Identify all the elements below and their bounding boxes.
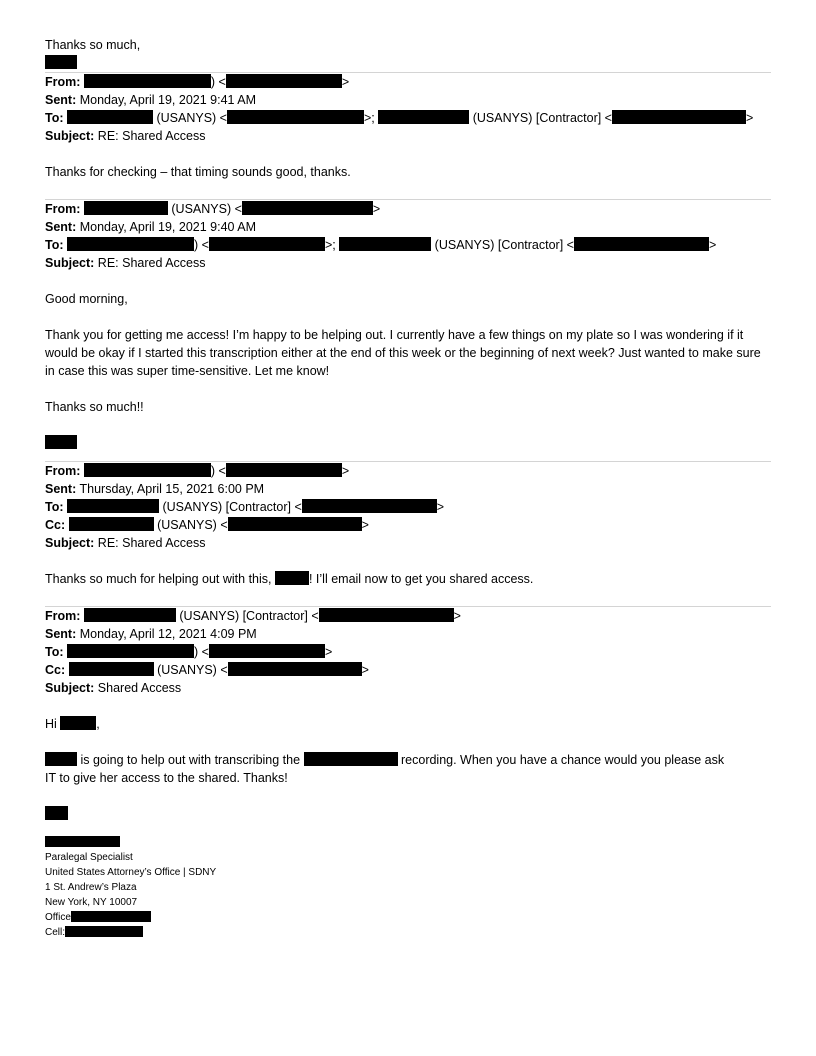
redaction-box: [339, 237, 431, 251]
redaction-box: [209, 237, 325, 251]
email-body: Thanks so much for helping out with this, ! I’ll email now to get you shared access.: [45, 572, 534, 586]
redaction-box: [84, 463, 211, 477]
subject-text: RE: Shared Access: [97, 536, 206, 550]
redaction-box: [227, 110, 364, 124]
redaction-box: [228, 662, 362, 676]
to-line: To: ) < >; (USANYS) [Contractor] < >: [45, 238, 717, 252]
subject-line: Subject: RE: Shared Access: [45, 536, 206, 550]
redaction-box: [67, 499, 159, 513]
email-header: [45, 200, 771, 272]
redaction-box: [275, 571, 309, 585]
subject-line: Subject: RE: Shared Access: [45, 256, 206, 270]
redaction-box: [226, 74, 342, 88]
redaction-box: [226, 463, 342, 477]
redaction-box: [45, 752, 77, 766]
email-body-line-1: is going to help out with transcribing the recording. When you have a chance would you please ask: [45, 751, 771, 769]
to-line: To: (USANYS) [Contractor] < >: [45, 500, 445, 514]
subject-text: RE: Shared Access: [97, 256, 206, 270]
redaction-box: [84, 608, 176, 622]
redaction-box: [45, 435, 77, 449]
redaction-box: [67, 237, 194, 251]
redaction-box: [67, 110, 153, 124]
redaction-box: [319, 608, 454, 622]
sent-date: Monday, April 19, 2021 9:41 AM: [79, 93, 257, 107]
redaction-box: [84, 74, 211, 88]
sent-date: Monday, April 12, 2021 4:09 PM: [79, 627, 257, 641]
subject-line: Subject: RE: Shared Access: [45, 129, 206, 143]
to-line: To: ) < >: [45, 645, 333, 659]
sender-name-redacted: [45, 434, 771, 452]
sent-line: Sent: Thursday, April 15, 2021 6:00 PM: [45, 482, 265, 496]
signature-city: New York, NY 10007: [45, 897, 138, 908]
signature-street: 1 St. Andrew’s Plaza: [45, 882, 137, 893]
subject-text: Shared Access: [97, 681, 182, 695]
cc-line: Cc: (USANYS) < >: [45, 663, 369, 677]
email-body: Thanks for checking – that timing sounds good, thanks.: [45, 165, 351, 179]
signature-title: Paralegal Specialist: [45, 852, 133, 863]
sent-line: Sent: Monday, April 19, 2021 9:40 AM: [45, 220, 257, 234]
signature-name-redacted: [45, 835, 771, 850]
redaction-box: [65, 926, 143, 937]
sender-name-redacted: [45, 54, 771, 72]
redaction-box: [60, 716, 96, 730]
subject-line: Subject: Shared Access: [45, 681, 182, 695]
redaction-box: [71, 911, 151, 922]
redaction-box: [574, 237, 709, 251]
sent-line: Sent: Monday, April 12, 2021 4:09 PM: [45, 627, 257, 641]
sent-line: Sent: Monday, April 19, 2021 9:41 AM: [45, 93, 257, 107]
redaction-box: [302, 499, 437, 513]
redaction-box: [45, 55, 77, 69]
email-header: [45, 607, 771, 697]
signature-office: United States Attorney’s Office | SDNY: [45, 867, 217, 878]
email-body-line-2: IT to give her access to the shared. Thanks!: [45, 771, 288, 785]
sender-name-redacted: [45, 805, 771, 823]
from-line: From: ) < >: [45, 464, 350, 478]
sent-date: Thursday, April 15, 2021 6:00 PM: [79, 482, 265, 496]
signature-office-phone: Office: [45, 910, 771, 925]
email-body: Thank you for getting me access! I’m happy to be helping out. I currently have a few things on my plate so I was wondering if it would be okay if I started this transcription either at the end of this week or the beginning of next week? Just wanted to make sure in case this was super time-sensitive. Let me know!: [45, 328, 761, 378]
cc-line: Cc: (USANYS) < >: [45, 518, 369, 532]
redaction-box: [209, 644, 325, 658]
closing-text: Thanks so much,: [45, 38, 141, 52]
redaction-box: [69, 517, 154, 531]
redaction-box: [228, 517, 362, 531]
redaction-box: [84, 201, 168, 215]
redaction-box: [304, 752, 398, 766]
subject-text: RE: Shared Access: [97, 129, 206, 143]
redaction-box: [242, 201, 373, 215]
email-closing: Thanks so much!!: [45, 400, 144, 414]
email-greeting: Hi ,: [45, 717, 100, 731]
redaction-box: [378, 110, 469, 124]
redaction-box: [67, 644, 194, 658]
redaction-box: [45, 836, 120, 847]
from-line: From: (USANYS) < >: [45, 202, 381, 216]
signature-cell-phone: Cell:: [45, 925, 771, 940]
sent-date: Monday, April 19, 2021 9:40 AM: [79, 220, 257, 234]
redaction-box: [69, 662, 154, 676]
email-header: [45, 73, 771, 145]
from-line: From: ) < >: [45, 75, 350, 89]
email-header: [45, 462, 771, 552]
redaction-box: [612, 110, 746, 124]
to-line: To: (USANYS) < >; (USANYS) [Contractor] < >: [45, 111, 754, 125]
signature-block: [45, 835, 771, 940]
from-line: From: (USANYS) [Contractor] < >: [45, 609, 461, 623]
email-thread: [45, 36, 771, 940]
redaction-box: [45, 806, 68, 820]
email-greeting: Good morning,: [45, 292, 128, 306]
